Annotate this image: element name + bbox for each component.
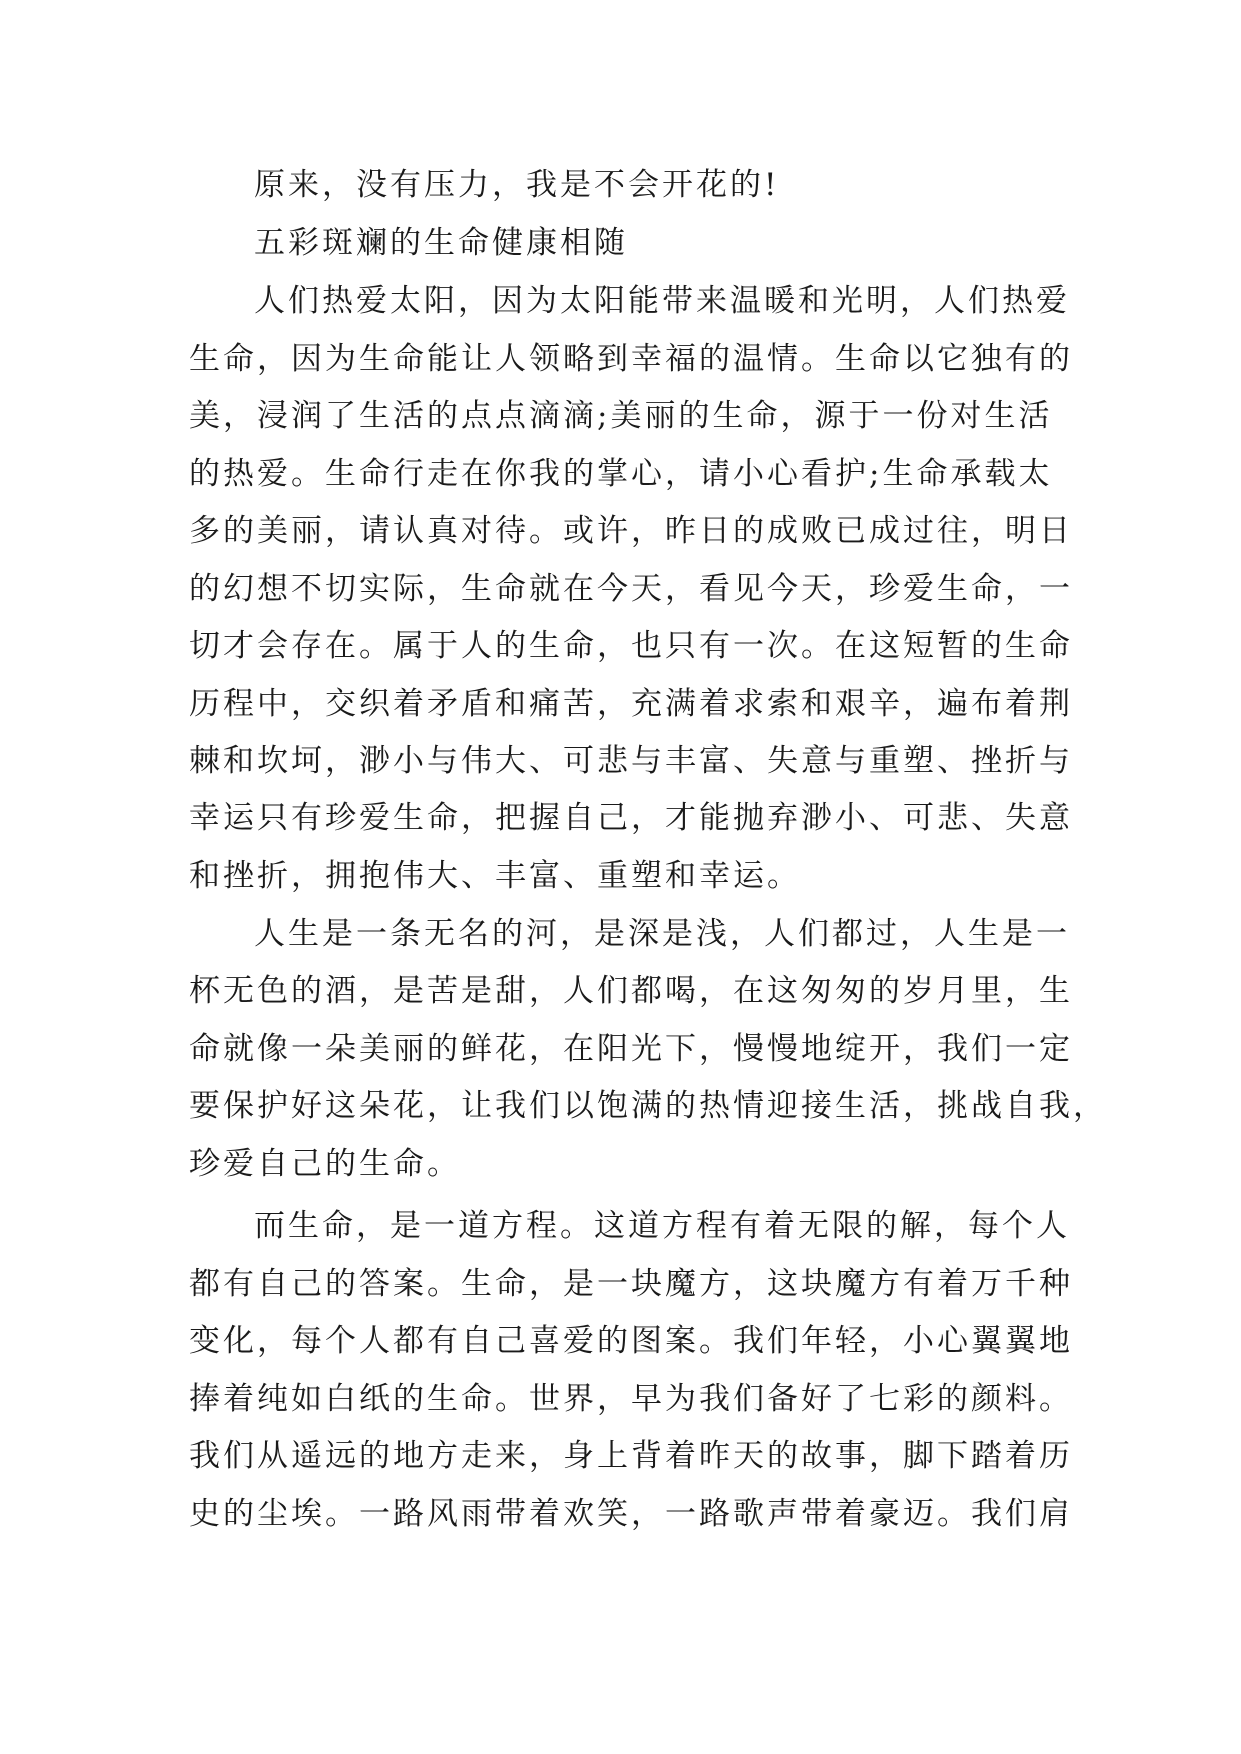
text-line: 的幻想不切实际，生命就在今天，看见今天，珍爱生命，一 bbox=[189, 571, 1073, 607]
text-line: 美，浸润了生活的点点滴滴;美丽的生命，源于一份对生活 bbox=[189, 398, 1053, 434]
text-line: 历程中，交织着矛盾和痛苦，充满着求索和艰辛，遍布着荆 bbox=[189, 686, 1073, 722]
text-line: 生命，因为生命能让人领略到幸福的温情。生命以它独有的 bbox=[189, 341, 1073, 377]
text-line: 幸运只有珍爱生命，把握自己，才能抛弃渺小、可悲、失意 bbox=[189, 800, 1073, 836]
text-line: 史的尘埃。一路风雨带着欢笑，一路歌声带着豪迈。我们肩 bbox=[189, 1496, 1073, 1532]
text-line: 和挫折，拥抱伟大、丰富、重塑和幸运。 bbox=[189, 858, 801, 894]
text-line: 人们热爱太阳，因为太阳能带来温暖和光明，人们热爱 bbox=[254, 283, 1070, 319]
text-line: 而生命，是一道方程。这道方程有着无限的解，每个人 bbox=[254, 1208, 1070, 1244]
text-line: 人生是一条无名的河，是深是浅，人们都过，人生是一 bbox=[254, 916, 1070, 952]
text-line: 棘和坎坷，渺小与伟大、可悲与丰富、失意与重塑、挫折与 bbox=[189, 743, 1073, 779]
text-line: 多的美丽，请认真对待。或许，昨日的成败已成过往，明日 bbox=[189, 513, 1073, 549]
text-line: 捧着纯如白纸的生命。世界，早为我们备好了七彩的颜料。 bbox=[189, 1381, 1073, 1417]
text-line: 命就像一朵美丽的鲜花，在阳光下，慢慢地绽开，我们一定 bbox=[189, 1031, 1073, 1067]
text-line: 杯无色的酒，是苦是甜，人们都喝，在这匆匆的岁月里，生 bbox=[189, 973, 1073, 1009]
text-line: 切才会存在。属于人的生命，也只有一次。在这短暂的生命 bbox=[189, 628, 1073, 664]
text-line: 变化，每个人都有自己喜爱的图案。我们年轻，小心翼翼地 bbox=[189, 1323, 1073, 1359]
text-line: 要保护好这朵花，让我们以饱满的热情迎接生活，挑战自我， bbox=[189, 1088, 1107, 1124]
text-line: 珍爱自己的生命。 bbox=[189, 1146, 461, 1182]
text-line: 原来，没有压力，我是不会开花的! bbox=[254, 167, 780, 203]
text-line: 我们从遥远的地方走来，身上背着昨天的故事，脚下踏着历 bbox=[189, 1438, 1073, 1474]
section-title: 五彩斑斓的生命健康相随 bbox=[254, 225, 628, 261]
text-line: 都有自己的答案。生命，是一块魔方，这块魔方有着万千种 bbox=[189, 1266, 1073, 1302]
text-line: 的热爱。生命行走在你我的掌心，请小心看护;生命承载太 bbox=[189, 456, 1053, 492]
